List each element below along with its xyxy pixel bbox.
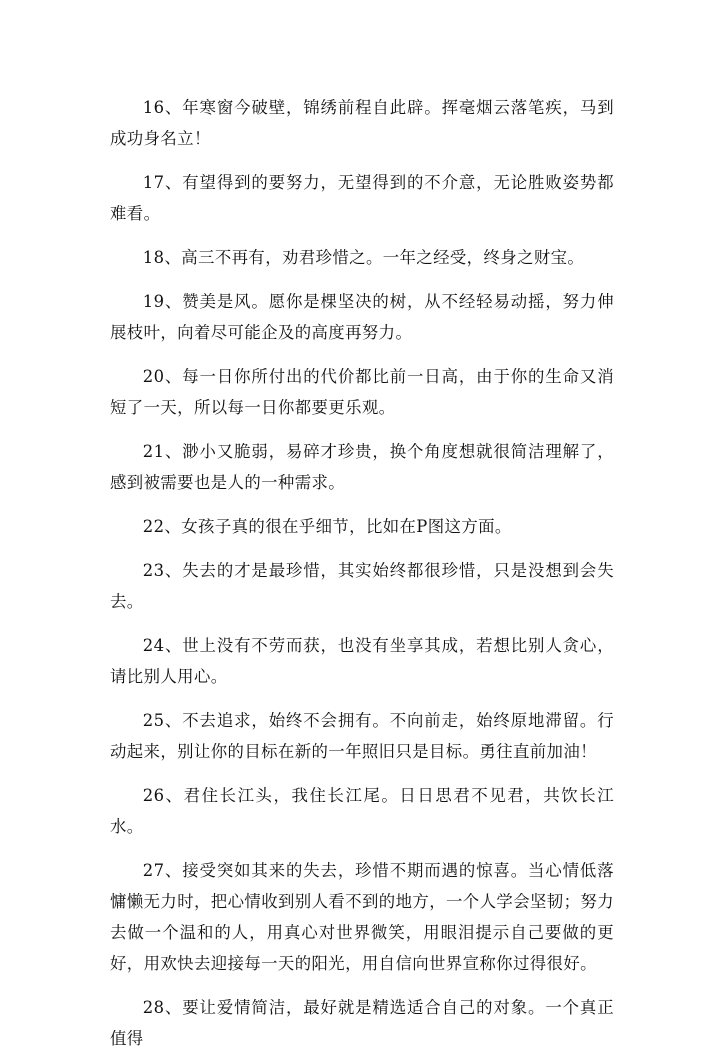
paragraph-26: 26、君住长江头，我住长江尾。日日思君不见君，共饮长江水。: [110, 786, 614, 836]
paragraph-22: 22、女孩子真的很在乎细节，比如在P图这方面。: [142, 517, 512, 536]
paragraph-23: 23、失去的才是最珍惜，其实始终都很珍惜，只是没想到会失去。: [110, 561, 614, 611]
paragraph-21: 21、渺小又脆弱，易碎才珍贵，换个角度想就很简洁理解了，感到被需要也是人的一种需求。: [110, 442, 614, 492]
paragraph-19: 19、赞美是风。愿你是棵坚决的树，从不经轻易动摇，努力伸展枝叶，向着尽可能企及的高度再努力。: [110, 292, 614, 342]
paragraph-20: 20、每一日你所付出的代价都比前一日高，由于你的生命又消短了一天，所以每一日你都要更乐观。: [110, 367, 614, 417]
paragraph-25: 25、不去追求，始终不会拥有。不向前走，始终原地滞留。行动起来，别让你的目标在新的一年照旧只是目标。勇往直前加油！: [110, 711, 614, 761]
paragraph-27: 27、接受突如其来的失去，珍惜不期而遇的惊喜。当心情低落慵懒无力时，把心情收到别人看不到的地方，一个人学会坚韧；努力去做一个温和的人，用真心对世界微笑，用眼泪提示自己要做的更好，用欢快去迎接每一天的阳光，用自信向世界宣称你过得很好。: [110, 861, 614, 973]
paragraph-18: 18、高三不再有，劝君珍惜之。一年之经受，终身之财宝。: [142, 248, 585, 267]
paragraph-28: 28、要让爱情简洁，最好就是精选适合自己的对象。一个真正值得: [110, 998, 614, 1048]
paragraph-17: 17、有望得到的要努力，无望得到的不介意，无论胜败姿势都难看。: [110, 173, 614, 223]
paragraph-24: 24、世上没有不劳而获，也没有坐享其成，若想比别人贪心，请比别人用心。: [110, 636, 614, 686]
paragraph-16: 16、年寒窗今破壁，锦绣前程自此辟。挥毫烟云落笔疾，马到成功身名立！: [110, 98, 614, 148]
